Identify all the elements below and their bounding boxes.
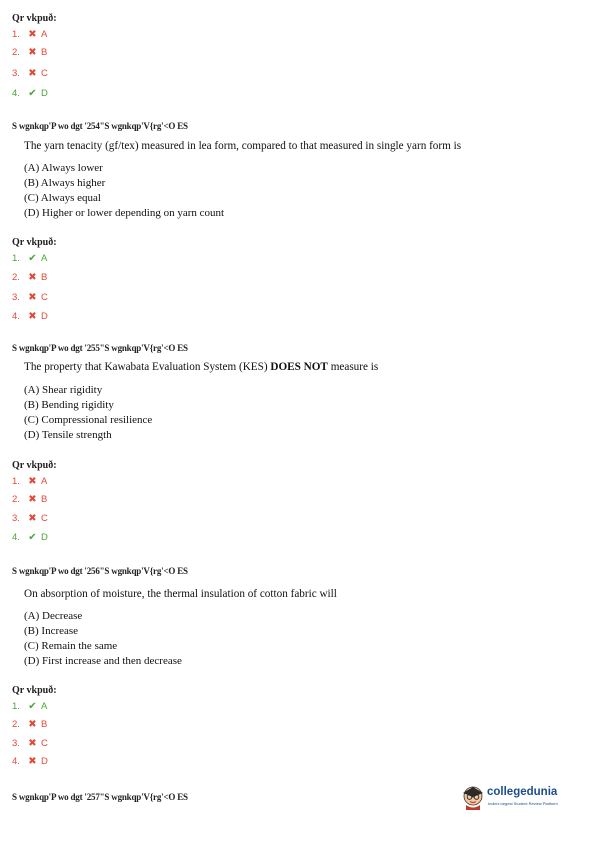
options-label: Qr vkpuð: [12,237,57,248]
wrong-mark-icon: ✖ [28,737,37,749]
wrong-mark-icon: ✖ [28,718,37,730]
choice: (B) Increase [24,625,79,637]
wrong-mark-icon: ✖ [28,67,37,79]
option-row: 1. ✖ A [12,28,48,40]
question-header: S wgnkqp'P wo dgt '256"S wgnkqp'V{rg'<O ES [12,566,188,576]
choice: (B) Bending rigidity [24,399,114,411]
option-row: 1. ✖ A [12,475,48,487]
question-header: S wgnkqp'P wo dgt '255"S wgnkqp'V{rg'<O ES [12,343,188,353]
wrong-mark-icon: ✖ [28,475,37,487]
wrong-mark-icon: ✖ [28,512,37,524]
question-header: S wgnkqp'P wo dgt '254"S wgnkqp'V{rg'<O ES [12,121,188,131]
question-text: On absorption of moisture, the thermal insulation of cotton fabric will [24,588,337,600]
wrong-mark-icon: ✖ [28,271,37,283]
correct-check-icon: ✔ [28,252,37,264]
choice: (D) Higher or lower depending on yarn count [24,207,225,219]
wrong-mark-icon: ✖ [28,291,37,303]
options-label: Qr vkpuð: [12,685,57,696]
options-label: Qr vkpuð: [12,13,57,24]
wrong-mark-icon: ✖ [28,310,37,322]
choice: (A) Decrease [24,610,83,622]
option-row: 2. ✖ B [12,718,48,730]
wrong-mark-icon: ✖ [28,46,37,58]
correct-check-icon: ✔ [28,700,37,712]
wrong-mark-icon: ✖ [28,493,37,505]
collegedunia-logo: collegedunia India's largest Student Review Platform [460,783,572,813]
choice: (C) Compressional resilience [24,414,153,426]
choice: (D) First increase and then decrease [24,655,182,667]
option-row: 3. ✖ C [12,512,48,524]
choice: (A) Shear rigidity [24,384,103,396]
option-row: 3. ✖ C [12,737,48,749]
choice: (C) Always equal [24,192,101,204]
choice: (A) Always lower [24,162,103,174]
choice: (C) Remain the same [24,640,118,652]
option-row: 1. ✔ A [12,700,48,712]
question-text: The property that Kawabata Evaluation System (KES) DOES NOT measure is [24,361,379,373]
option-row: 2. ✖ B [12,46,48,58]
option-row: 3. ✖ C [12,291,48,303]
student-mascot-icon [460,783,486,811]
option-row: 3. ✖ C [12,67,48,79]
wrong-mark-icon: ✖ [28,755,37,767]
correct-check-icon: ✔ [28,531,37,543]
option-row: 4. ✔ D [12,531,48,543]
question-header: S wgnkqp'P wo dgt '257"S wgnkqp'V{rg'<O ES [12,792,188,802]
option-row: 4. ✖ D [12,310,48,322]
option-row: 2. ✖ B [12,271,48,283]
correct-check-icon: ✔ [28,87,37,99]
option-row: 4. ✖ D [12,755,48,767]
options-label: Qr vkpuð: [12,460,57,471]
option-row: 4. ✔ D [12,87,48,99]
option-row: 1. ✔ A [12,252,48,264]
choice: (B) Always higher [24,177,106,189]
wrong-mark-icon: ✖ [28,28,37,40]
choice: (D) Tensile strength [24,429,112,441]
option-row: 2. ✖ B [12,493,48,505]
question-text: The yarn tenacity (gf/tex) measured in lea form, compared to that measured in single yarn form is [24,140,462,152]
